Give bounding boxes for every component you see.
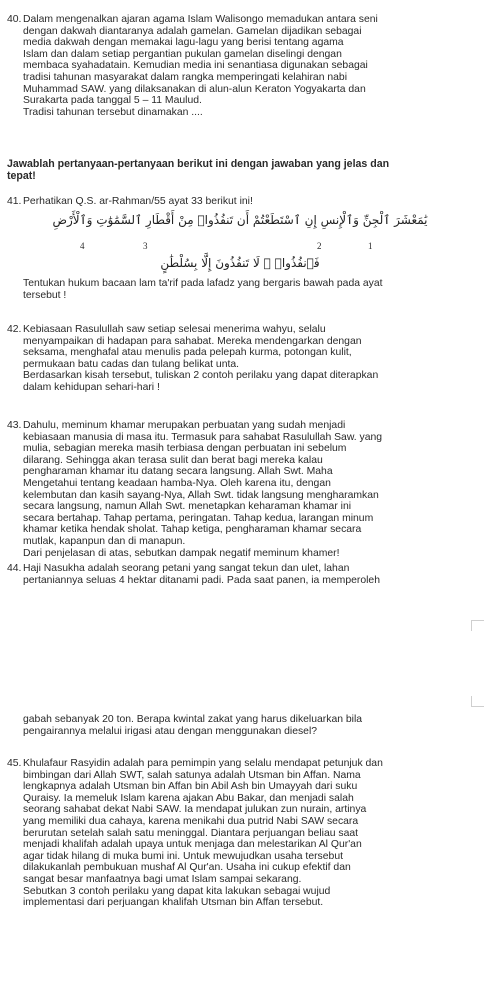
marker-3: 3 <box>143 241 148 251</box>
text-line: permukaan batu cadas dan tulang belikat unta. <box>23 358 240 370</box>
question-intro: Perhatikan Q.S. ar-Rahman/55 ayat 33 berikut ini! <box>23 196 253 207</box>
text-line: mutlak, kapanpun dan di manapun. <box>23 535 186 547</box>
question-text <box>23 758 479 909</box>
quran-verse-line-1: يَٰمَعْشَرَ ٱلْجِنِّ وَٱلْإِنسِ إِنِ ٱسْتَطَعْتُمْ أَن تَنفُذُوا۟ مِنْ أَقْطَارِ ٱلسَّمَٰوَٰتِ وَٱلْأَرْضِ <box>52 213 428 227</box>
text-line: Tradisi tahunan tersebut dinamakan .... <box>23 106 203 118</box>
page-corner-mark <box>471 696 484 707</box>
marker-2: 2 <box>317 241 322 251</box>
text-line: seorang sahabat dekat Nabi SAW. Ia mendapat julukan zun nurain, artinya <box>23 804 367 816</box>
text-line: agar tidak hilang di muka bumi ini. Untuk mewujudkan usaha tersebut <box>23 850 343 862</box>
question-41 <box>7 196 479 208</box>
text-line: media dakwah dengan memakai lagu-lagu yang berisi tentang agama <box>23 37 344 49</box>
word-markers <box>30 241 450 253</box>
question-text <box>23 196 479 208</box>
text-line: tersebut ! <box>23 289 67 301</box>
text-line: Mengetahui tentang keadaan hamba-Nya. Oleh karena itu, dengan <box>23 477 331 489</box>
text-line: menyampaikan di hadapan para sahabat. Mereka mendengarkan dengan <box>23 335 362 347</box>
text-line: Berdasarkan kisah tersebut, tuliskan 2 contoh perilaku yang dapat diterapkan <box>23 370 379 382</box>
text-line: Quraisy. Ia memeluk Islam karena ajakan Abu Bakar, dan menjadi salah <box>23 792 354 804</box>
question-number: 45. <box>7 758 22 769</box>
text-line: lengkapnya adalah Utsman bin Affan bin Abil Ash bin Umayyah dari suku <box>23 781 358 793</box>
text-line: yang memiliki dua cahaya, karena menikahi dua putrid Nabi SAW secara <box>23 815 359 827</box>
quran-verse-line-2: فَٱنفُذُوا۟ ۚ لَا تَنفُذُونَ إِلَّا بِسُلْطَٰنٍ <box>160 256 320 270</box>
text-line: dengan dakwah diantaranya adalah gamelan. Gamelan dijadikan sebagai <box>23 25 362 37</box>
marker-1: 1 <box>368 241 373 251</box>
marker-4: 4 <box>80 241 85 251</box>
text-line: Islam dan dalam setiap pergantian pukulan gamelan diselingi dengan <box>23 48 342 60</box>
text-line: gabah sebanyak 20 ton. Berapa kwintal zakat yang harus dikeluarkan bila <box>23 714 363 725</box>
question-number: 42. <box>7 324 22 335</box>
text-line: Tentukan hukum bacaan lam ta'rif pada lafadz yang bergaris bawah pada ayat <box>23 278 383 289</box>
text-line: Dari penjelasan di atas, sebutkan dampak negatif meminum khamer! <box>23 547 340 559</box>
text-line: Khulafaur Rasyidin adalah para pemimpin yang selalu mendapat petunjuk dan <box>23 758 383 769</box>
question-text <box>23 14 479 118</box>
text-line: Kebiasaan Rasulullah saw setiap selesai menerima wahyu, selalu <box>23 324 326 335</box>
text-line: mulia, sebagian mereka masih terbiasa dengan perbuatan ini sebelum <box>23 443 347 455</box>
page-corner-mark <box>471 620 484 631</box>
text-line: berurutan setelah salah satu meninggal. Diantara perjuangan beliau saat <box>23 827 359 839</box>
question-44 <box>7 563 479 586</box>
text-line: pengairannya melalui irigasi atau dengan menggunakan diesel? <box>23 725 318 737</box>
question-text <box>23 563 479 586</box>
question-45 <box>7 758 479 909</box>
text-line: sangat besar manfaatnya bagi umat Islam sampai sekarang. <box>23 873 302 885</box>
text-line: pertaniannya seluas 4 hektar ditanami padi. Pada saat panen, ia memperoleh <box>23 574 380 586</box>
question-number: 43. <box>7 420 22 431</box>
text-line: implementasi dari perjuangan khalifah Utsman bin Affan tersebut. <box>23 897 324 909</box>
text-line: seksama, menghafal atau menulis pada pelepah kurma, potongan kulit, <box>23 347 352 359</box>
instruction-line: tepat! <box>7 170 36 182</box>
text-line: Dahulu, meminum khamar merupakan perbuatan yang sudah menjadi <box>23 420 346 431</box>
question-40 <box>7 14 479 118</box>
text-line: Surakarta pada tanggal 5 – 11 Maulud. <box>23 95 202 107</box>
text-line: dalam kehidupan sehari-hari ! <box>23 381 160 393</box>
instruction-line: Jawablah pertanyaan-pertanyaan berikut ini dengan jawaban yang jelas dan <box>7 158 390 170</box>
text-line: membaca syahadatain. Kemudian media ini senantiasa digunakan sebagai <box>23 60 368 72</box>
text-line: Sebutkan 3 contoh perilaku yang dapat kita lakukan sebagai wujud <box>23 885 331 897</box>
question-44-continued <box>23 714 479 737</box>
text-line: pengharaman khamar itu datang secara langsung. Allah Swt. Maha <box>23 466 333 478</box>
question-number: 40. <box>7 14 22 25</box>
question-41-task <box>23 278 479 301</box>
text-line: secara langsung, namun Allah Swt. menetapkan keharaman khamar ini <box>23 501 352 513</box>
text-line: Muhammad SAW. yang dilaksanakan di alun-alun Keraton Yogyakarta dan <box>23 83 366 95</box>
text-line: kelembutan dan kasih sayang-Nya, Allah Swt. tidak langsung mengharamkan <box>23 489 379 501</box>
question-number: 41. <box>7 196 22 207</box>
text-line: kebiasaan manusia di masa itu. Termasuk para sahabat Rasulullah Saw. yang <box>23 431 383 443</box>
question-text <box>23 420 479 559</box>
text-line: Dalam mengenalkan ajaran agama Islam Walisongo memadukan antara seni <box>23 14 378 25</box>
question-43 <box>7 420 479 559</box>
section-instruction <box>7 158 479 182</box>
text-line: dilarang. Sehingga akan terasa sulit dan berat bagi mereka kalau <box>23 454 323 466</box>
text-line: menjadi khalifah adalah upaya untuk menjaga dan melestarikan Al Qur'an <box>23 839 362 851</box>
question-42 <box>7 324 479 394</box>
text-line: bimbingan dari Allah SWT, salah satunya adalah Utsman bin Affan. Nama <box>23 769 361 781</box>
text-line: tradisi tahunan masyarakat dalam rangka memperingati kelahiran nabi <box>23 71 348 83</box>
question-text <box>23 324 479 394</box>
text-line: khamar ketika hendak sholat. Tahap ketiga, pengharaman khamar secara <box>23 524 362 536</box>
question-number: 44. <box>7 563 22 574</box>
text-line: secara bertahap. Tahap pertama, peringatan. Tahap kedua, larangan minum <box>23 512 374 524</box>
text-line: dilakukanlah pembukuan mushaf Al Qur'an. Usaha ini cukup efektif dan <box>23 862 351 874</box>
text-line: Haji Nasukha adalah seorang petani yang sangat tekun dan ulet, lahan <box>23 563 350 574</box>
